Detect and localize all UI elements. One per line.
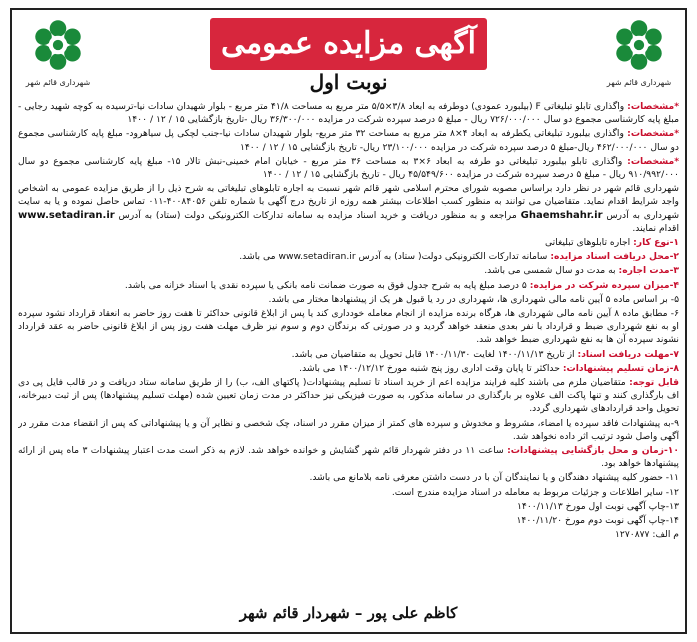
logo-right [597, 14, 681, 100]
condition-item [18, 362, 679, 375]
intro-paragraph [18, 182, 679, 235]
spec-item [18, 155, 679, 181]
conditions-list [18, 236, 679, 541]
condition-item [18, 417, 679, 443]
condition-item [18, 444, 679, 470]
condition-label: ۴-میزان سپرده شرکت در مزایده: [529, 279, 679, 291]
condition-item [18, 500, 679, 513]
condition-text: ۱۳-چاپ آگهی نوبت اول مورخ ۱۴۰۰/۱۱/۱۳ [517, 500, 679, 512]
condition-text: ۱۴-چاپ آگهی نوبت دوم مورخ ۱۴۰۰/۱۱/۲۰ [516, 515, 679, 527]
condition-text: ۹-به پیشنهادات فاقد سپرده یا امضاء، مشروط و مخدوش و سپرده های کمتر از میزان مقرر در اسناد، چک شخصی و نظایر آن و یا پیشنهاداتی که پس از انقضاء مدت مقرر در آگهی واصل شود ترتیب اثر داده نخواهد شد. [18, 417, 679, 442]
condition-text: ۱۲- سایر اطلاعات و جزئیات مربوط به معامله در اسناد مزایده مندرج است. [391, 486, 679, 498]
condition-label: ۳-مدت اجاره: [618, 265, 679, 277]
municipality-emblem-icon [27, 14, 89, 76]
condition-item [18, 514, 679, 527]
condition-text: م الف: ۱۲۷۰۸۷۷ [614, 529, 679, 541]
ad-subtitle: نوبت اول [309, 70, 388, 94]
condition-label: ۱-نوع کار: [633, 237, 679, 249]
condition-item [18, 236, 679, 249]
ad-title: آگهی مزایده عمومی [210, 18, 487, 70]
intro-site-link[interactable]: Ghaemshahr.ir [520, 209, 603, 221]
municipality-emblem-icon [608, 14, 670, 76]
condition-text: متقاضیان ملزم می باشند کلیه فرایند مزایده اعم از خرید اسناد تا تسلیم پیشنهادات( پاکتهای الف، ب) را از طریق سامانه ستاد دریافت و در قالب فایل پی دی اف بارگذاری کنند و تنها پاکت الف علاوه بر بارگذاری در سامانه مذکور، به صورت فیزیکی نیز حداکثر در مدت زمان تعیین شده (مهلت تسلیم پیشنهادها) پس از ثبت دبیرخانه، تحویل واحد قراردادهای شهرداری گردد. [18, 377, 679, 415]
logo-caption-right: شهرداری قائم شهر [606, 78, 672, 87]
condition-text: ۵- بر اساس ماده ۵ آیین نامه مالی شهرداری ها، شهرداری در رد یا قبول هر یک از پیشنهادها مختار می باشد. [268, 293, 679, 305]
setad-site-link[interactable]: www.setadiran.ir [18, 209, 115, 221]
spec-text: واگذاری تابلو بیلبورد تبلیغاتی دو طرفه به ابعاد ۶×۳ به مساحت ۳۶ متر مربع - خیابان امام خمینی-نبش تالار ۱۵- مبلغ پایه کارشناسی مجموع دو سال ۹۱۰/۹۹۲/۰۰۰ ریال - مبلغ ۵ درصد سپرده شرکت در مزایده ۴۵/۵۴۹/۶۰۰ ریال - تاریخ بازگشایی ۱۵ / ۱۲ / ۱۴۰۰ [18, 155, 679, 181]
condition-text: ۵ درصد مبلغ پایه به شرح جدول فوق به صورت ضمانت نامه بانکی یا سپرده نقدی یا اسناد خزانه می باشد. [124, 279, 527, 291]
condition-item [18, 471, 679, 484]
condition-item [18, 279, 679, 292]
condition-label: قابل توجه: [629, 377, 679, 389]
signature: کاظم علی پور – شهردار قائم شهر [239, 604, 458, 622]
condition-text: اجاره تابلوهای تبلیغاتی [544, 237, 631, 249]
condition-text: سامانه تدارکات الکترونیکی دولت( ستاد) به آدرس www.setadiran.ir می باشد. [239, 251, 548, 263]
condition-item [18, 348, 679, 361]
condition-item [18, 486, 679, 499]
logo-left [16, 14, 100, 100]
logo-caption-left: شهرداری قائم شهر [25, 78, 91, 87]
condition-label: ۷-مهلت دریافت اسناد: [577, 348, 679, 360]
condition-item [18, 250, 679, 263]
condition-label: ۸-زمان تسلیم پیشنهادات: [562, 362, 679, 374]
spec-text: واگذاری تابلو تبلیغاتی F (بیلبورد عمودی) دوطرفه به ابعاد ۳/۸×۵/۵ متر مربع به مساحت ۴۱/۸ متر مربع - بلوار شهیدان سادات نیا-ترسیده به کوچه شهید رجایی - مبلغ پایه کارشناسی مجموع دو سال ۷۲۶/۰۰۰/۰۰۰ ریال - مبلغ ۵ درصد سپرده شرکت در مزایده ۳۶/۳۰۰/۰۰۰ ریال -تاریخ بازگشایی ۱۵ / ۱۲ / ۱۴۰۰ [18, 101, 679, 126]
spec-item [18, 100, 679, 126]
condition-item [18, 376, 679, 416]
intro-end: اقدام نمایند. [632, 222, 679, 234]
intro-text: شهرداری قائم شهر در نظر دارد براساس مصوبه شورای محترم اسلامی شهر قائم شهر نسبت به اجاره تابلوهای تبلیغاتی به شرح ذیل را از طریق مزایده عمومی به اشخاص واجد شرایط اقدام نماید. متقاضیان می توانند به منظور کسب اطلاعات بیشتر همه روزه از تاریخ درج آگهی با شماره تلفن ۴۰۰۸۴۰۵۶-۰۱۱ تماس حاصل نموده و یا به سایت شهرداری به آدرس [18, 183, 679, 221]
spec-text: واگذاری بیلبورد تبلیغاتی یکطرفه به ابعاد ۴×۸ متر مربع به مساحت ۳۲ متر مربع- بلوار شهیدان سادات نیا-جنب لچکی پل سیاهرود- مبلغ پایه کارشناسی مجموع دو سال ۴۶۲/۰۰۰/۰۰۰ ریال-مبلغ ۵ درصد سپرده شرکت در مزایده ۲۳/۱۰۰/۰۰۰ ریال- تاریخ بازگشایی ۱۵ / ۱۲ / ۱۴۰۰ [18, 128, 679, 153]
condition-text: به مدت دو سال شمسی می باشد. [484, 265, 616, 277]
condition-text: ۶- مطابق ماده ۸ آیین نامه مالی شهرداری ها، هرگاه برنده مزایده از انجام معامله خودداری کند یا پس از ابلاغ قانونی حداکثر تا هفت روز حاضر به انعقاد قرارداد نشود سپرده او به نفع شهرداری ضبط و قرارداد با نفر بعدی منعقد خواهد گردید و در صورتی که برندگان دوم و سوم نیز ظرف مهلت هفت روز پس از ابلاغ قانونی حاضر به عقد قرارداد نشوند سپرده آن ها به نفع شهرداری ضبط خواهد شد. [18, 308, 679, 346]
condition-item [18, 264, 679, 277]
condition-label: ۲-محل دریافت اسناد مزایده: [550, 251, 679, 263]
condition-text: حداکثر تا پایان وقت اداری روز پنج شنبه مورخ ۱۴۰۰/۱۲/۱۲ می باشد. [299, 362, 560, 374]
spec-label: *مشخصات: [627, 155, 679, 167]
condition-label: ۱۰-زمان و محل بازگشایی پیشنهادات: [507, 445, 679, 457]
spec-item [18, 127, 679, 153]
condition-text: از تاریخ ۱۴۰۰/۱۱/۱۳ لغایت ۱۴۰۰/۱۱/۳۰ قابل تحویل به متقاضیان می باشد. [291, 348, 575, 360]
ad-body [18, 100, 679, 592]
spec-label: *مشخصات: [627, 101, 679, 112]
intro-tail: مراجعه و به منظور دریافت و خرید اسناد مزایده به سامانه تدارکات الکترونیکی دولت (ستاد) به آدرس [118, 209, 517, 221]
condition-item [18, 307, 679, 347]
specs-list [18, 100, 679, 181]
condition-text: ۱۱- حضور کلیه پیشنهاد دهندگان و یا نمایندگان آن با در دست داشتن معرفی نامه بلامانع می باشد. [309, 472, 679, 484]
condition-item [18, 293, 679, 306]
condition-item [18, 528, 679, 541]
condition-text: ساعت ۱۱ در دفتر شهردار قائم شهر گشایش و خوانده خواهد شد. لازم به ذکر است مدت اعتبار پیشنهادات ۳ ماه پس از ارائه پیشنهادها خواهد بود. [18, 445, 679, 470]
spec-label: *مشخصات: [627, 128, 679, 140]
